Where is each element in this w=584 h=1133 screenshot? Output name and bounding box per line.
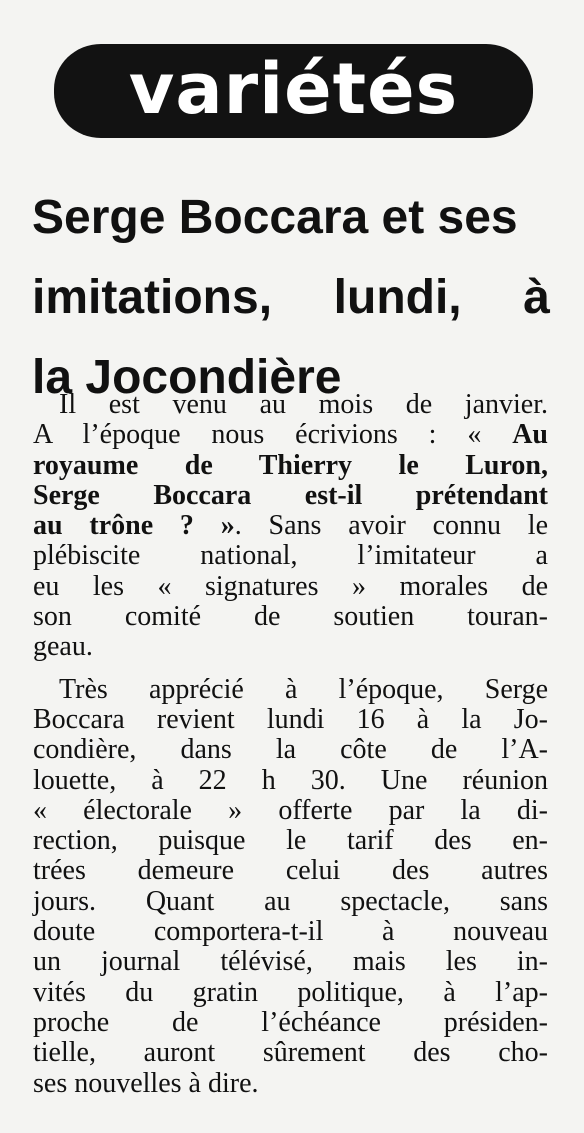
p2-line-7: trées demeure celui des autres: [33, 855, 548, 887]
p1-line-1: Il est venu au mois de janvier.: [59, 389, 548, 420]
section-label: variétés: [128, 48, 459, 130]
section-banner: [54, 44, 533, 138]
p1-line-8: son comité de soutien touran-: [33, 601, 548, 633]
p2-line-8: jours. Quant au spectacle, sans: [33, 885, 548, 917]
p1-line-5-text: . Sans avoir connu le: [234, 510, 549, 542]
p1-line-3: royaume de Thierry le Luron,: [33, 449, 548, 481]
p2-line-12: proche de l’échéance présiden-: [33, 1006, 548, 1038]
p2-line-13: tielle, auront sûrement des cho-: [33, 1037, 548, 1069]
headline-word-lundi: lundi,: [333, 271, 462, 324]
p1-line-4: Serge Boccara est-il prétendant: [33, 479, 548, 511]
headline-word-imitations: imitations,: [32, 271, 273, 324]
p1-line-2-text: A l’époque nous écrivions : «: [33, 419, 513, 451]
headline-line-1: Serge Boccara et ses: [32, 191, 518, 244]
p1-line-5: [33, 511, 548, 541]
article-body: [33, 390, 548, 1099]
p1-line-5-bold: au trône ? »: [33, 510, 235, 542]
p2-line-10: un journal télévisé, mais les in-: [33, 946, 548, 978]
p1-line-7: eu les « signatures » morales de: [33, 570, 548, 602]
p1-line-2-bold: Au: [512, 419, 548, 451]
headline-word-a: à: [523, 271, 550, 324]
p2-line-6: rection, puisque le tarif des en-: [33, 825, 548, 857]
paragraph-gap: [33, 663, 548, 675]
p2-line-2: Boccara revient lundi 16 à la Jo-: [33, 703, 548, 735]
p1-line-2: [33, 420, 548, 450]
p2-line-11: vités du gratin politique, à l’ap-: [33, 976, 548, 1008]
headline-line-3: la Jocondière: [32, 351, 342, 404]
article-headline: [32, 178, 552, 418]
p2-line-4: louette, à 22 h 30. Une réunion: [33, 764, 548, 796]
p1-line-9: geau.: [33, 631, 93, 663]
p2-line-14: ses nouvelles à dire.: [33, 1067, 259, 1099]
paragraph-1: [33, 390, 548, 663]
section-rubric: [54, 44, 533, 138]
p2-line-5: « électorale » offerte par la di-: [33, 794, 548, 826]
p2-line-3: condière, dans la côte de l’A-: [33, 734, 548, 766]
p1-line-6: plébiscite national, l’imitateur a: [33, 540, 548, 572]
headline-line-2: [32, 258, 550, 338]
p2-line-1: Très apprécié à l’époque, Serge: [59, 673, 548, 705]
p2-line-9: doute comportera-t-il à nouveau: [33, 916, 548, 948]
paragraph-2: [33, 675, 548, 1099]
